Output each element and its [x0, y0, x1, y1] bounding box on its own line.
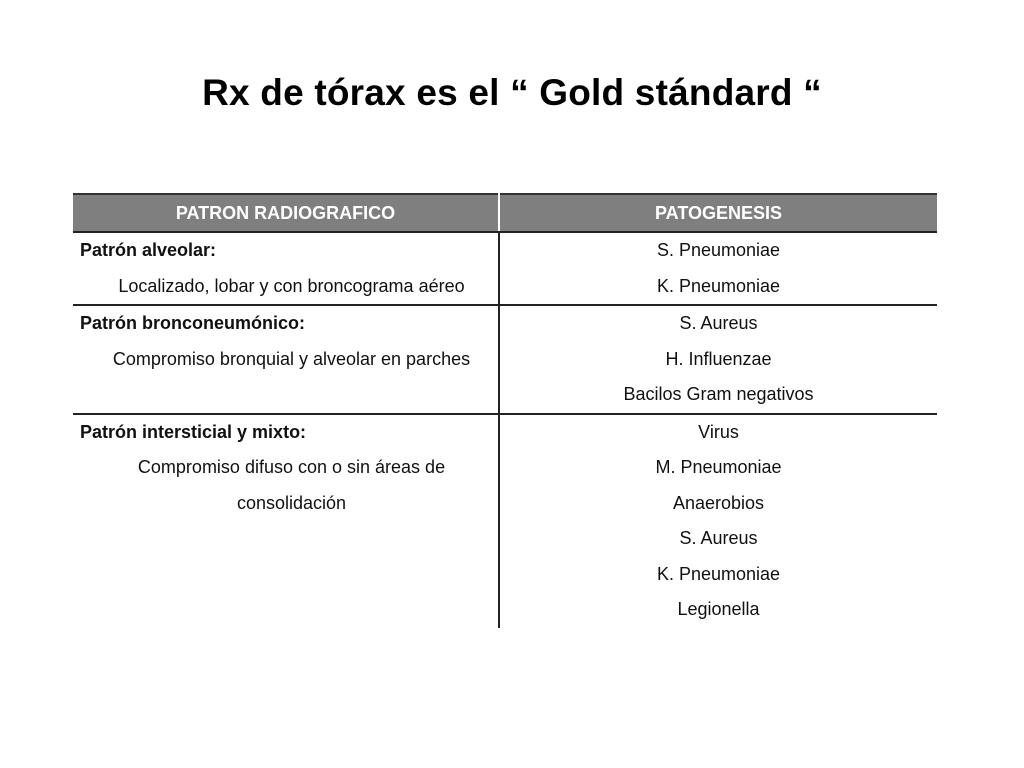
pathogen-item: S. Pneumoniae [656, 240, 781, 260]
table-row-intersticial [73, 414, 937, 628]
pathogen-list [500, 415, 937, 628]
pathogen-cell [499, 414, 937, 628]
pathogen-cell [499, 305, 937, 414]
pathogen-item: S. Aureus [679, 313, 758, 333]
table-header-row [73, 194, 937, 232]
header-pathogenesis: PATOGENESIS [499, 194, 937, 232]
pattern-description: Compromiso bronquial y alveolar en parches [112, 348, 471, 369]
pattern-cell [73, 305, 499, 414]
pathogen-item: S. Aureus [679, 528, 758, 548]
pathogen-item: M. Pneumoniae [655, 457, 782, 477]
pattern-heading: Patrón bronconeumónico: [80, 313, 305, 333]
pattern-description: Localizado, lobar y con broncograma aéreo [118, 275, 465, 296]
pattern-table-container [73, 193, 937, 628]
pathogen-list [500, 306, 937, 413]
pattern-description: Compromiso difuso con o sin áreas de consolidación [137, 457, 446, 513]
pathogen-item: Bacilos Gram negativos [623, 384, 814, 404]
pattern-cell [73, 232, 499, 305]
pathogen-list [500, 233, 937, 304]
header-radiographic-pattern: PATRON RADIOGRAFICO [73, 194, 499, 232]
pathogen-cell [499, 232, 937, 305]
pathogen-item: Legionella [677, 599, 760, 619]
pathogen-item: K. Pneumoniae [656, 563, 781, 584]
slide-title: Rx de tórax es el “ Gold stándard “ [202, 72, 822, 113]
pattern-heading: Patrón alveolar: [80, 240, 217, 260]
pathogen-item: Virus [698, 421, 739, 442]
table-row-bronconeumonico [73, 305, 937, 414]
pathogen-item: H. Influenzae [665, 348, 772, 369]
pattern-table [73, 193, 937, 628]
pathogen-item: Anaerobios [672, 492, 765, 513]
pathogen-item: K. Pneumoniae [656, 275, 781, 296]
table-row-alveolar [73, 232, 937, 305]
pattern-cell [73, 414, 499, 628]
pattern-heading: Patrón intersticial y mixto: [80, 421, 307, 442]
